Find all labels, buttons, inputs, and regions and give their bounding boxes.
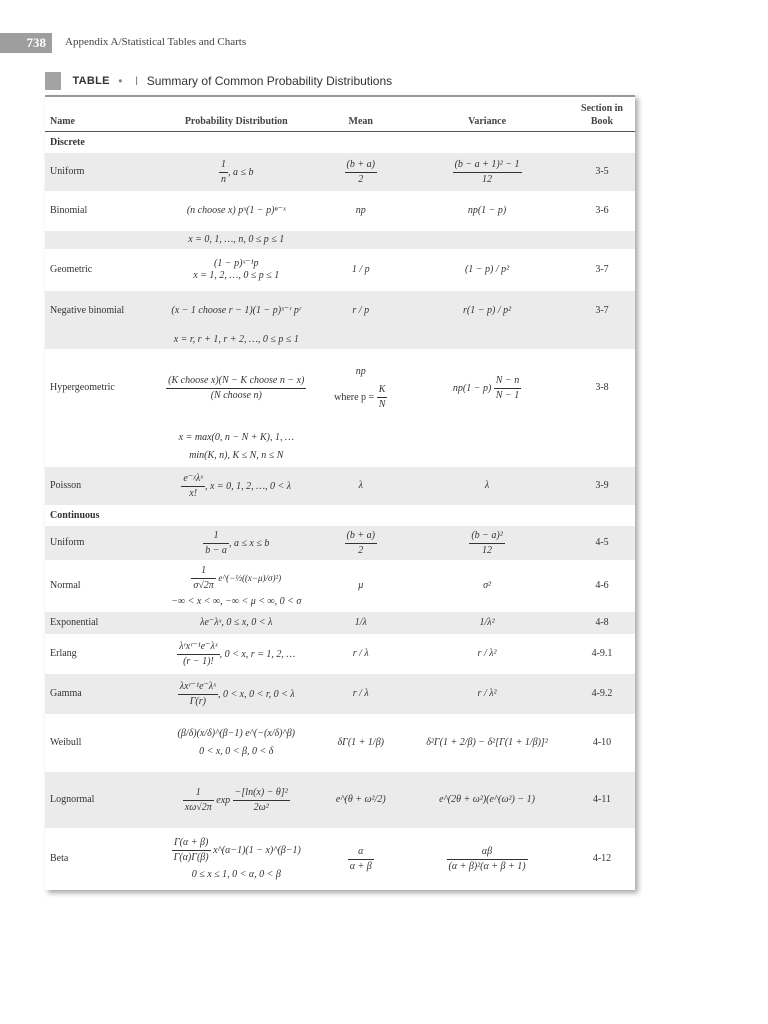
row-name: Lognormal [45, 772, 156, 828]
header-variance: Variance [405, 97, 569, 132]
row-mean: r / p [316, 291, 405, 331]
table-row [45, 560, 635, 612]
row-section: 4-12 [592, 853, 612, 864]
row-section: 4-6 [595, 580, 609, 591]
table-caption [45, 72, 392, 94]
row-variance: r / λ² [405, 674, 569, 714]
row-variance: np(1 − p) [467, 205, 507, 216]
row-variance: e^(2θ + ω²)(e^(ω²) − 1) [405, 772, 569, 828]
row-section: 3-8 [595, 382, 609, 393]
row-section: 4-8 [569, 612, 635, 634]
row-section: 4-9.1 [591, 648, 613, 659]
row-mean: np [355, 205, 366, 216]
row-name: Beta [50, 853, 69, 864]
row-support: 0 ≤ x ≤ 1, 0 < α, 0 < β [191, 869, 281, 880]
table-row [45, 291, 635, 331]
row-distribution: (n choose x) pˣ(1 − p)ⁿ⁻ˣ [186, 205, 286, 216]
row-support: x = r, r + 1, r + 2, …, 0 ≤ p ≤ 1 [156, 331, 316, 349]
row-mean: r / λ [316, 674, 405, 714]
row-section: 3-9 [569, 467, 635, 505]
row-distribution: $\frac{\text{λʳxʳ⁻¹e⁻λˣ}}{(r - 1)!}$ , 0 < x, r = 1, 2, … [179, 640, 296, 667]
caption-label: TABLE [72, 75, 110, 87]
row-mean: np where p = $\frac{K}{N}$ [334, 365, 386, 410]
row-mean: $\frac{\alpha}{\alpha + \beta}$ [349, 845, 372, 872]
row-variance: 1/λ² [405, 612, 569, 634]
row-support: 0 < x, 0 < β, 0 < δ [199, 746, 274, 757]
table-row [45, 526, 635, 560]
row-distribution: $\frac{1}{x\omega√2\pi}$ exp $\frac{\text{−[ln(x) − θ]²}}{\text{2ω²}}$ [156, 772, 316, 828]
header-name: Name [45, 97, 156, 132]
row-name: Erlang [50, 648, 77, 659]
row-support: −∞ < x < ∞, −∞ < μ < ∞, 0 < σ [171, 595, 302, 607]
row-section: 4-11 [569, 772, 635, 828]
row-distribution: λe⁻λˣ, 0 ≤ x, 0 < λ [156, 612, 316, 634]
page-number: 738 [0, 33, 52, 53]
table-row [45, 191, 635, 231]
table-row [45, 772, 635, 828]
running-head: Appendix A/Statistical Tables and Charts [65, 36, 247, 48]
row-mean: 1/λ [316, 612, 405, 634]
section-discrete [45, 132, 635, 154]
row-variance: λ [405, 467, 569, 505]
row-section: 3-6 [595, 205, 609, 216]
row-distribution: (β/δ)(x/δ)^(β−1) e^(−(x/δ)^β) 0 < x, 0 < β, 0 < δ [156, 714, 316, 772]
row-name: Geometric [50, 264, 93, 275]
row-section: 3-5 [569, 153, 635, 191]
row-name: Uniform [45, 526, 156, 560]
table-row-support [45, 331, 635, 349]
row-name: Uniform [45, 153, 156, 191]
row-distribution: $\frac{1}{b - a}$ , a ≤ x ≤ b [156, 526, 316, 560]
row-name: Normal [50, 580, 81, 591]
table-row [45, 714, 635, 772]
row-mean: r / λ [352, 648, 369, 659]
section-label: Continuous [50, 509, 100, 521]
caption-marker [45, 72, 61, 90]
table-row-support [45, 427, 635, 467]
row-name: Binomial [50, 205, 88, 216]
row-distribution: $\frac{\text{(K choose x)(N − K choose n − x)}}{\text{(N choose n)}}$ [168, 374, 305, 401]
row-name: Negative binomial [45, 291, 156, 331]
row-variance: $\frac{\text{(b − a)²}}{12}$ [405, 526, 569, 560]
row-section: 3-7 [595, 264, 609, 275]
table-row-support [45, 231, 635, 249]
table-header-row [45, 97, 635, 132]
header-distribution: Probability Distribution [156, 97, 316, 132]
row-name: Hypergeometric [50, 382, 115, 393]
row-section: 4-5 [569, 526, 635, 560]
row-distribution: $\frac{\Gamma(\alpha + \beta)}{\Gamma(\alpha)\Gamma(\beta)}$ x^(α−1)(1 − x)^(β−1) 0 ≤ x ≤ 1, 0 < α, 0 < β [156, 828, 316, 890]
header-section: Section in Book [569, 97, 635, 132]
row-mean: μ [358, 580, 364, 591]
row-mean: e^(θ + ω²/2) [316, 772, 405, 828]
row-variance: $\frac{\alpha\beta}{\text{(α + β)²(α + β + 1)}}$ [448, 845, 526, 872]
row-mean: $\frac{(b + a)}{2}$ [316, 153, 405, 191]
row-variance: σ² [483, 580, 492, 591]
row-distribution: (x − 1 choose r − 1)(1 − p)ˣ⁻ʳ pʳ [156, 291, 316, 331]
row-variance: r / λ² [477, 648, 497, 659]
table-row [45, 249, 635, 291]
row-mean: 1 / p [351, 264, 370, 275]
caption-bullet: • [118, 74, 123, 88]
header-mean: Mean [316, 97, 405, 132]
row-variance: np(1 − p) $\frac{N - n}{N - 1}$ [452, 374, 520, 401]
section-label: Discrete [50, 136, 85, 148]
row-mean: λ [316, 467, 405, 505]
row-support: x = 0, 1, …, n, 0 ≤ p ≤ 1 [156, 231, 316, 249]
table-row [45, 612, 635, 634]
row-name: Gamma [45, 674, 156, 714]
table-row [45, 674, 635, 714]
row-distribution: (1 − p)ˣ⁻¹p x = 1, 2, …, 0 ≤ p ≤ 1 [156, 249, 316, 291]
row-name: Weibull [50, 737, 82, 748]
row-section: 3-7 [569, 291, 635, 331]
caption-number: I [134, 74, 139, 88]
row-support: x = max(0, n − N + K), 1, … min(K, n), K ≤ N, n ≤ N [178, 432, 294, 461]
row-variance: r(1 − p) / p² [405, 291, 569, 331]
table-row [45, 467, 635, 505]
row-section: 4-10 [592, 737, 612, 748]
row-support: x = 1, 2, …, 0 ≤ p ≤ 1 [193, 270, 280, 281]
row-name: Poisson [45, 467, 156, 505]
row-variance: δ²Γ(1 + 2/β) − δ²[Γ(1 + 1/β)]² [426, 737, 548, 748]
row-distribution: $\frac{1}{\sigma√2\pi}$ e^(−½((x−μ)/σ)²) −∞ < x < ∞, −∞ < μ < ∞, 0 < σ [156, 560, 316, 612]
row-mean: $\frac{(b + a)}{2}$ [316, 526, 405, 560]
table-row [45, 634, 635, 674]
table-row [45, 153, 635, 191]
row-distribution: $\frac{1}{n}$ , a ≤ b [156, 153, 316, 191]
distribution-table [45, 95, 635, 890]
table-row [45, 828, 635, 890]
row-mean: δΓ(1 + 1/β) [337, 737, 385, 748]
section-continuous [45, 505, 635, 526]
table-row [45, 349, 635, 427]
caption-title: Summary of Common Probability Distributions [146, 74, 393, 88]
row-distribution: $\frac{\text{e⁻ᵡλˣ}}{x!}$ , x = 0, 1, 2, …, 0 < λ [156, 467, 316, 505]
row-distribution: $\frac{\text{λxʳ⁻¹e⁻λˣ}}{\Gamma(r)}$ , 0 < x, 0 < r, 0 < λ [156, 674, 316, 714]
row-variance: (1 − p) / p² [464, 264, 510, 275]
row-section: 4-9.2 [569, 674, 635, 714]
row-name: Exponential [45, 612, 156, 634]
row-variance: $\frac{\text{(b − a + 1)² − 1}}{12}$ [405, 153, 569, 191]
